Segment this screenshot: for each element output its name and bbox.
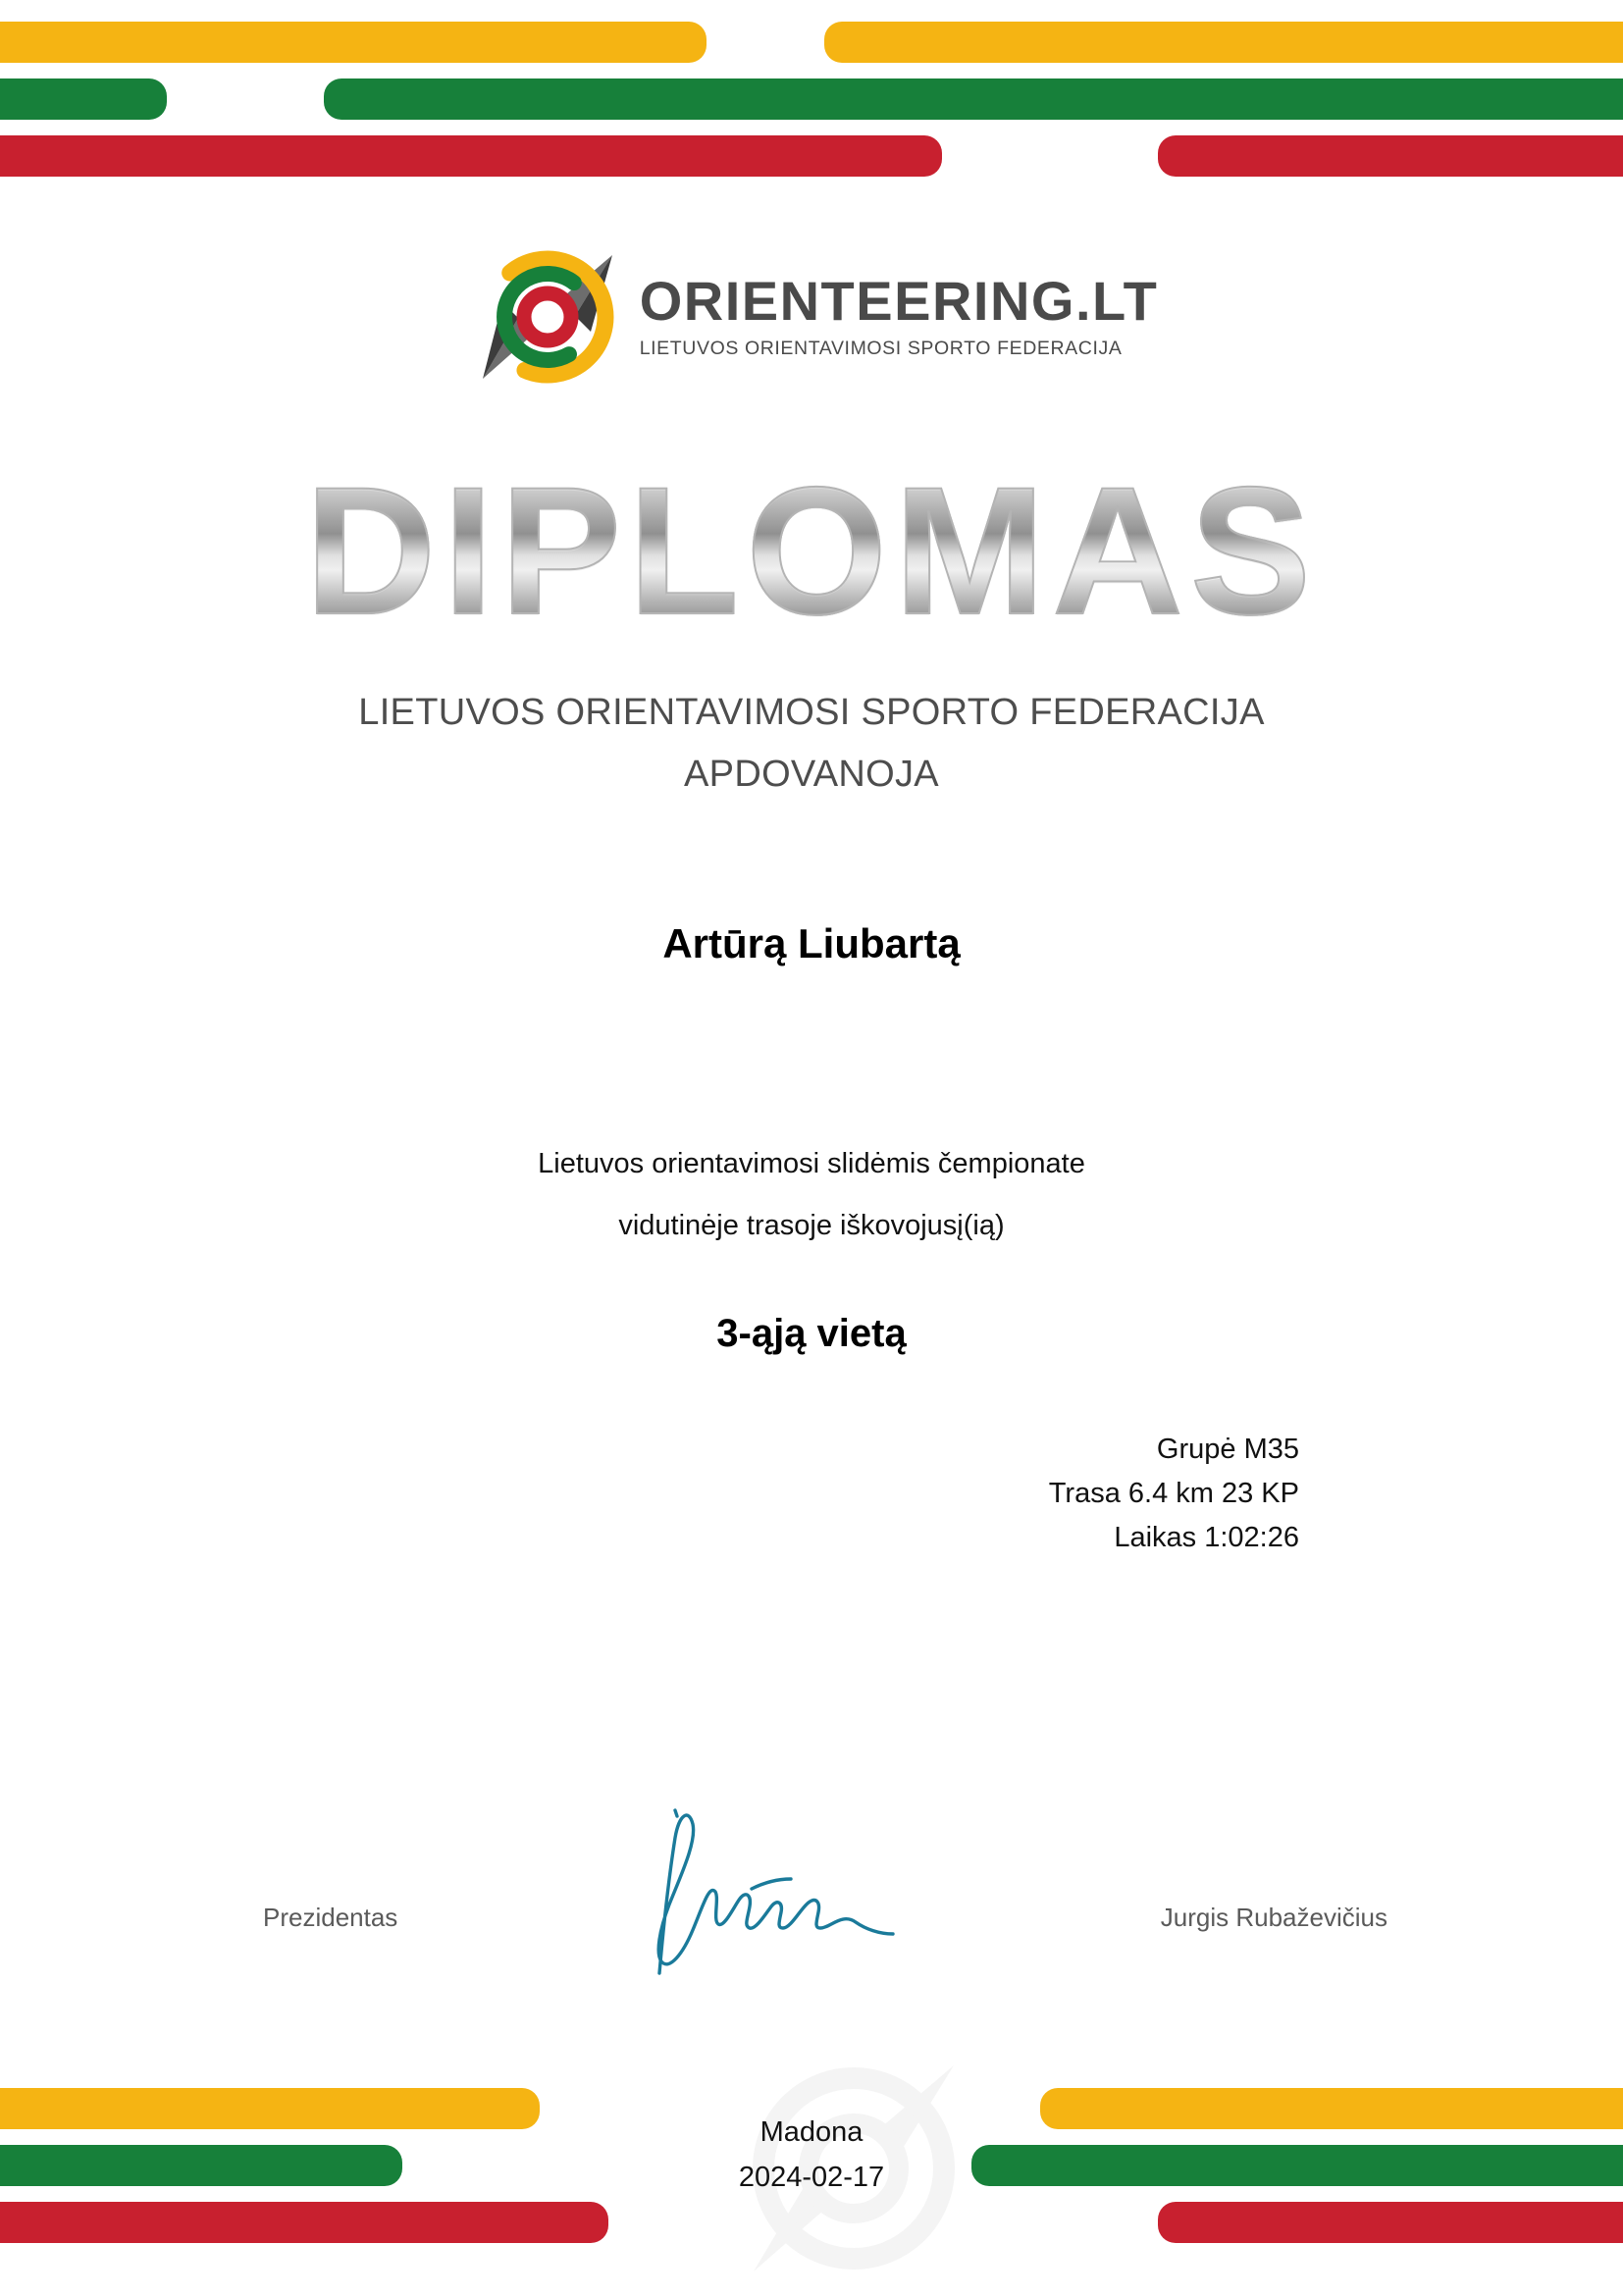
signature-row bbox=[0, 1889, 1623, 1948]
signature-role: Prezidentas bbox=[263, 1903, 398, 1932]
detail-time: Laikas 1:02:26 bbox=[1114, 1521, 1299, 1553]
footer-place: Madona bbox=[759, 2116, 864, 2148]
decor-bar-top-green-long bbox=[324, 78, 1623, 120]
footer-date: 2024-02-17 bbox=[738, 2162, 885, 2194]
recipient-name: Artūrą Liubartą bbox=[662, 920, 961, 966]
footer-block bbox=[0, 2110, 1623, 2201]
logo-title: ORIENTEERING.LT bbox=[639, 270, 1159, 332]
event-description-line-1: Lietuvos orientavimosi slidėmis čempionate bbox=[538, 1148, 1085, 1179]
signature-icon bbox=[599, 1781, 1011, 1987]
orienteering-compass-icon bbox=[465, 243, 630, 391]
result-details bbox=[1049, 1428, 1299, 1560]
logo-subtitle: LIETUVOS ORIENTAVIMOSI SPORTO FEDERACIJA bbox=[639, 338, 1123, 359]
decor-bar-bottom-left-red bbox=[0, 2202, 608, 2243]
decor-bar-top-left-red bbox=[0, 135, 942, 177]
organization-line-2: APDOVANOJA bbox=[684, 754, 939, 795]
decor-bar-top-right-red bbox=[1158, 135, 1623, 177]
page-title: DIPLOMAS bbox=[0, 461, 1623, 643]
decor-bar-top-left-yellow bbox=[0, 22, 707, 63]
award-place: 3-ąją vietą bbox=[716, 1312, 907, 1355]
detail-group: Grupė M35 bbox=[1156, 1434, 1299, 1465]
decor-bar-top-left-green bbox=[0, 78, 167, 120]
detail-course: Trasa 6.4 km 23 KP bbox=[1048, 1477, 1299, 1509]
organization-line-1: LIETUVOS ORIENTAVIMOSI SPORTO FEDERACIJA bbox=[358, 692, 1265, 733]
decor-bar-top-right-yellow bbox=[824, 22, 1623, 63]
signatory-name: Jurgis Rubaževičius bbox=[1160, 1903, 1387, 1932]
federation-logo bbox=[0, 243, 1623, 391]
logo-text-block bbox=[639, 270, 1159, 360]
decor-bar-bottom-right-red bbox=[1158, 2202, 1623, 2243]
event-description-line-2: vidutinėje trasoje iškovojusį(ią) bbox=[618, 1210, 1005, 1241]
